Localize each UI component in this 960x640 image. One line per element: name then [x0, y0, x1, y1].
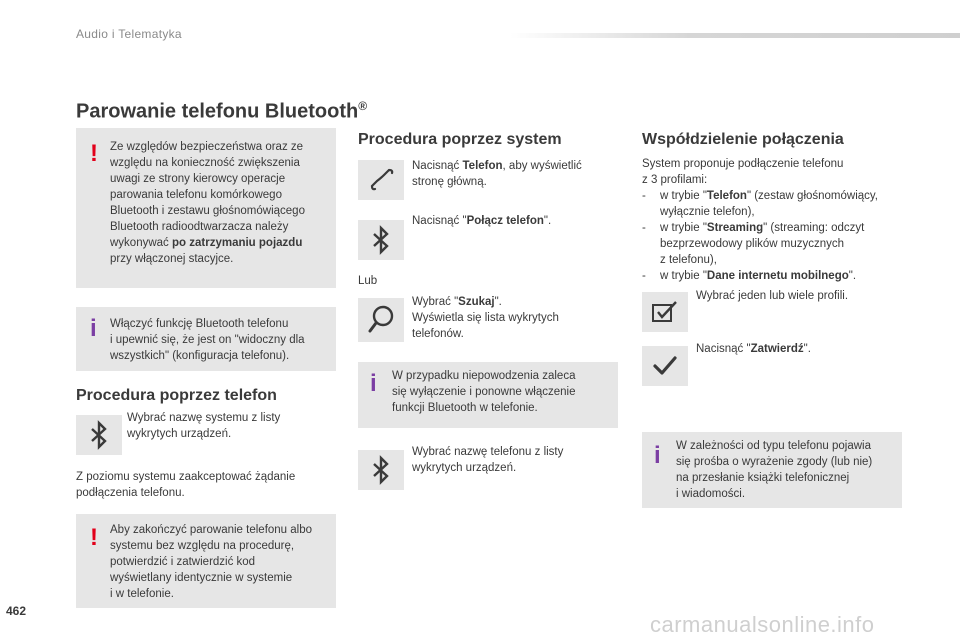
search-button[interactable] — [358, 298, 404, 342]
text-line: Bluetooth radioodtwarzacza należy — [110, 221, 289, 233]
system-step2-text — [412, 213, 551, 229]
list-dash: - — [642, 222, 646, 234]
emphasis-text: Streaming — [706, 222, 764, 234]
emphasis-text: Szukaj — [458, 296, 495, 308]
text-line: na przesłanie książki telefonicznej — [676, 472, 850, 484]
text-span: " (zestaw głośnomówiący, — [746, 190, 879, 202]
text-line — [696, 341, 811, 357]
bluetooth-info-box — [76, 307, 336, 371]
text-line: stronę główną. — [412, 176, 487, 188]
text-line: się prośba o wyrażenie zgody (lub nie) — [676, 456, 873, 468]
page-number: 462 — [6, 604, 27, 618]
safety-warning-box — [76, 128, 336, 288]
text-span: Wybrać " — [412, 296, 459, 308]
system-procedure-heading: Procedura poprzez system — [358, 131, 562, 148]
text-line: W przypadku niepowodzenia zaleca — [392, 370, 576, 382]
text-line: i w telefonie. — [110, 588, 174, 600]
text-line — [660, 268, 912, 284]
info-icon: i — [90, 315, 97, 342]
text-line: Aby zakończyć parowanie telefonu albo — [110, 524, 313, 536]
info-text — [392, 368, 575, 416]
list-dash: - — [642, 270, 646, 282]
text-line: z 3 profilami: — [642, 174, 708, 186]
confirm-text — [696, 341, 811, 357]
registered-mark: ® — [358, 99, 368, 113]
text-line: Wybrać nazwę telefonu z listy — [412, 446, 564, 458]
profile-select-button[interactable] — [642, 292, 688, 332]
info-text — [676, 438, 872, 502]
text-line: Wybrać nazwę systemu z listy — [127, 412, 281, 424]
text-line: wykrytych urządzeń. — [412, 462, 517, 474]
text-span: , aby wyświetlić — [502, 160, 582, 172]
connection-sharing-heading: Współdzielenie połączenia — [642, 131, 844, 148]
phone-procedure-heading: Procedura poprzez telefon — [76, 387, 277, 404]
text-line: i wiadomości. — [676, 488, 746, 500]
phonebook-info-box — [642, 432, 902, 508]
text-line — [660, 188, 912, 204]
list-item — [642, 220, 912, 268]
text-line: systemu bez względu na procedurę, — [110, 540, 295, 552]
list-item — [642, 188, 912, 220]
text-span: w trybie " — [660, 222, 707, 234]
select-profiles-text: Wybrać jeden lub wiele profili. — [696, 290, 849, 302]
text-span: Nacisnąć — [412, 160, 463, 172]
profiles-intro — [642, 156, 843, 188]
info-icon: i — [370, 370, 377, 397]
text-line: wykrytych urządzeń. — [127, 428, 232, 440]
text-line: uwagi ze strony kierowcy operacje — [110, 173, 286, 185]
page-title-text: Parowanie telefonu Bluetooth — [76, 100, 359, 123]
search-magnifier-icon — [366, 304, 396, 336]
text-line — [660, 220, 912, 236]
info-text — [110, 316, 305, 364]
bluetooth-icon — [88, 420, 110, 450]
phone-handset-icon — [367, 166, 395, 194]
text-span: ". — [803, 343, 811, 355]
bluetooth-button[interactable] — [358, 220, 404, 260]
list-dash: - — [642, 190, 646, 202]
section-header: Audio i Telematyka — [76, 27, 182, 41]
text-line: Wyświetla się lista wykrytych — [412, 312, 559, 324]
text-span: wykonywać — [110, 237, 172, 249]
text-span: w trybie " — [660, 190, 707, 202]
text-line: System proponuje podłączenie telefonu — [642, 158, 844, 170]
text-span: Nacisnąć " — [696, 343, 751, 355]
phone-step-text — [127, 410, 280, 442]
warning-icon: ! — [90, 140, 98, 167]
system-step3-text — [412, 294, 559, 342]
system-step1-text — [412, 158, 582, 190]
emphasis-text: Telefon — [706, 190, 747, 202]
bluetooth-button[interactable] — [76, 415, 122, 455]
text-line: wszystkich" (konfiguracja telefonu). — [110, 350, 290, 362]
text-line: wyświetlany identycznie w systemie — [110, 572, 293, 584]
bluetooth-icon — [370, 455, 392, 485]
emphasis-text: Połącz telefon — [466, 215, 544, 227]
profiles-list — [642, 188, 912, 284]
text-line: Bluetooth i zestawu głośnomówiącego — [110, 205, 305, 217]
emphasis-text: Telefon — [462, 160, 503, 172]
phone-button[interactable] — [358, 160, 404, 200]
text-line: telefonów. — [412, 328, 464, 340]
accept-request-text — [76, 469, 295, 501]
text-line: podłączenia telefonu. — [76, 487, 185, 499]
warning-text — [110, 522, 312, 602]
text-line: względu na konieczność zwiększenia — [110, 157, 300, 169]
watermark: carmanualsonline.info — [650, 612, 875, 637]
emphasis-text: po zatrzymaniu pojazdu — [172, 237, 303, 249]
list-item — [642, 268, 912, 284]
text-line: Włączyć funkcję Bluetooth telefonu — [110, 318, 289, 330]
text-line: parowania telefonu komórkowego — [110, 189, 282, 201]
text-span: " (streaming: odczyt — [763, 222, 865, 234]
text-line: funkcji Bluetooth w telefonie. — [392, 402, 538, 414]
bluetooth-button[interactable] — [358, 450, 404, 490]
text-line: bezprzewodowy plików muzycznych — [660, 238, 845, 250]
text-span: Nacisnąć " — [412, 215, 467, 227]
checkbox-check-icon — [650, 299, 680, 325]
text-span: ". — [494, 296, 502, 308]
text-line: Z poziomu systemu zaakceptować żądanie — [76, 471, 296, 483]
text-line: z telefonu), — [660, 254, 717, 266]
text-span: w trybie " — [660, 270, 707, 282]
text-line — [412, 294, 559, 310]
text-span: ". — [543, 215, 552, 227]
header-divider — [510, 33, 960, 38]
checkmark-icon — [652, 355, 678, 377]
emphasis-text: Dane internetu mobilnego — [706, 270, 849, 282]
emphasis-text: Zatwierdź — [750, 343, 804, 355]
failure-info-box — [358, 362, 618, 428]
text-span: ". — [848, 270, 857, 282]
info-icon: i — [654, 442, 661, 469]
text-line — [110, 235, 305, 251]
text-line — [412, 158, 582, 174]
warning-icon: ! — [90, 524, 98, 551]
or-label: Lub — [358, 275, 378, 287]
text-line — [412, 213, 551, 229]
text-line: przy włączonej stacyjce. — [110, 253, 234, 265]
text-line: potwierdzić i zatwierdzić kod — [110, 556, 256, 568]
warning-text — [110, 139, 305, 267]
end-pairing-warning-box — [76, 514, 336, 608]
text-line: wyłącznie telefon), — [660, 206, 755, 218]
confirm-button[interactable] — [642, 346, 688, 386]
bluetooth-icon — [370, 225, 392, 255]
text-line: Ze względów bezpieczeństwa oraz ze — [110, 141, 304, 153]
system-step4-text — [412, 444, 563, 476]
text-line: i upewnić się, że jest on "widoczny dla — [110, 334, 305, 346]
text-line: W zależności od typu telefonu pojawia — [676, 440, 871, 452]
text-line: się wyłączenie i ponowne włączenie — [392, 386, 576, 398]
page-title — [76, 99, 367, 124]
